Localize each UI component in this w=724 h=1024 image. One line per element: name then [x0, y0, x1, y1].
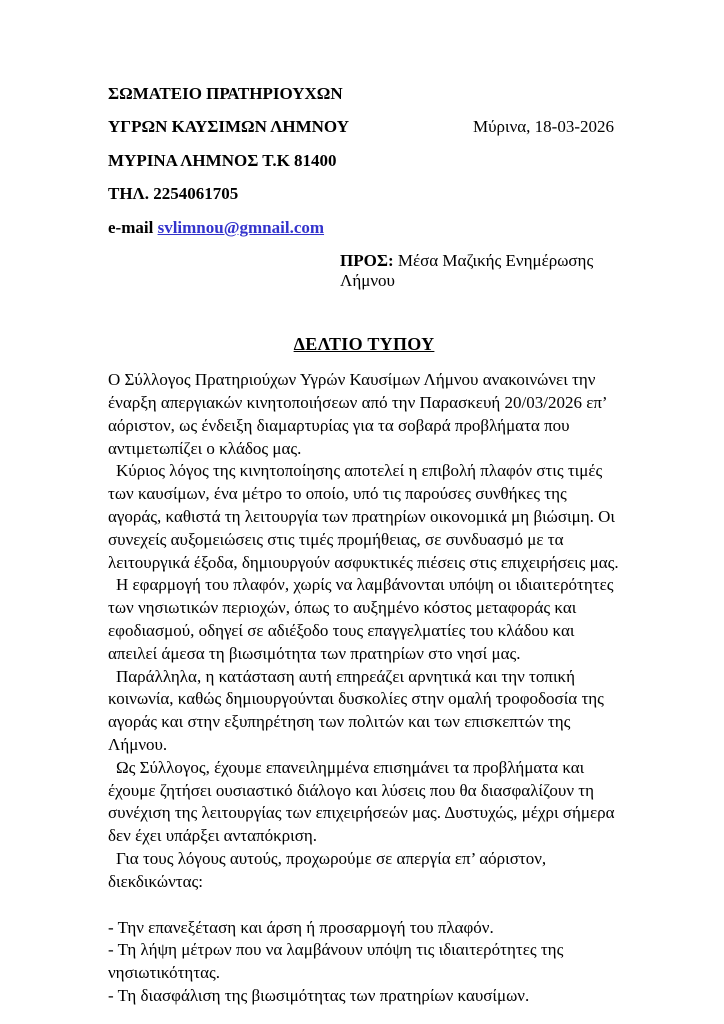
letterhead-row-with-date	[108, 117, 620, 137]
demand-item-viability: - Τη διασφάλιση της βιωσιμότητας των πρατηρίων καυσίμων.	[108, 985, 530, 1005]
press-release-body	[108, 369, 620, 1008]
email-line	[108, 218, 620, 238]
letterhead-org-line-1: ΣΩΜΑΤΕΙΟ ΠΡΑΤΗΡΙΟΥΧΩΝ	[108, 84, 343, 103]
email-link[interactable]: svlimnou@gmnail.com	[157, 217, 325, 237]
letterhead	[108, 84, 620, 238]
document-title	[108, 333, 620, 356]
paragraph-local-community: Παράλληλα, η κατάσταση αυτή επηρεάζει αρνητικά και την τοπική κοινωνία, καθώς δημιουργούνται δυσκολίες στην ομαλή τροφοδοσία της αγοράς και στην εξυπηρέτηση των πολιτών και των επισκεπτών της Λήμνου.	[108, 666, 604, 754]
recipient-text: Μέσα Μαζικής Ενημέρωσης Λήμνου	[340, 251, 594, 291]
email-label: e-mail	[108, 217, 154, 237]
letterhead-org-line-2: ΥΓΡΩΝ ΚΑΥΣΙΜΩΝ ΛΗΜΝΟΥ	[108, 117, 349, 137]
paragraph-strike-declaration: Για τους λόγους αυτούς, προχωρούμε σε απεργία επ’ αόριστον, διεκδικώντας:	[108, 848, 547, 891]
paragraph-price-cap-impact: Η εφαρμογή του πλαφόν, χωρίς να λαμβάνονται υπόψη οι ιδιαιτερότητες των νησιωτικών περιοχών, όπως το αυξημένο κόστος μεταφοράς και εφοδιασμού, οδηγεί σε αδιέξοδο τους επαγγελματίες του κλάδου και απειλεί άμεσα τη βιωσιμότητα των πρατηρίων στο νησί μας.	[108, 575, 614, 663]
letterhead-address-line: ΜΥΡΙΝΑ ΛΗΜΝΟΣ Τ.Κ 81400	[108, 150, 337, 170]
letterhead-phone-line: ΤΗΛ. 2254061705	[108, 184, 239, 204]
document-title-text: ΔΕΛΤΙΟ ΤΥΠΟΥ	[293, 333, 435, 354]
demands-list	[108, 917, 620, 1008]
paragraph-main-reason: Κύριος λόγος της κινητοποίησης αποτελεί η επιβολή πλαφόν στις τιμές των καυσίμων, ένα μέτρο το οποίο, υπό τις παρούσες συνθήκες της αγοράς, καθιστά τη λειτουργία των πρατηρίων οικονομικά μη βιώσιμη. Οι συνεχείς αυξομειώσεις στις τιμές προμήθειας, σε συνδυασμό με τα λειτουργικά έξοδα, δημιουργούν ασφυκτικές πιέσεις στις επιχειρήσεις μας.	[108, 461, 619, 572]
paragraph-dialogue-request: Ως Σύλλογος, έχουμε επανειλημμένα επισημάνει τα προβλήματα και έχουμε ζητήσει ουσιαστικό διάλογο και λύσεις που θα διασφαλίζουν τη συνέχιση της λειτουργίας των επιχειρήσεών μας. Δυστυχώς, μέχρι σήμερα δεν έχει υπάρξει ανταπόκριση.	[108, 757, 615, 846]
recipient-label: ΠΡΟΣ:	[340, 251, 394, 271]
demand-item-plafond-review: - Την επανεξέταση και άρση ή προσαρμογή του πλαφόν.	[108, 917, 494, 937]
demand-item-island-measures: - Τη λήψη μέτρων που να λαμβάνουν υπόψη τις ιδιαιτερότητες της νησιωτικότητας.	[108, 940, 564, 983]
paragraph-announcement: Ο Σύλλογος Πρατηριούχων Υγρών Καυσίμων Λήμνου ανακοινώνει την έναρξη απεργιακών κινητοποιήσεων από την Παρασκευή 20/03/2026 επ’ αόριστον, ως ένδειξη διαμαρτυρίας για τα σοβαρά προβλήματα που αντιμετωπίζει ο κλάδος μας.	[108, 370, 607, 458]
dateline: Μύρινα, 18-03-2026	[472, 117, 614, 137]
recipient-line	[340, 251, 620, 292]
